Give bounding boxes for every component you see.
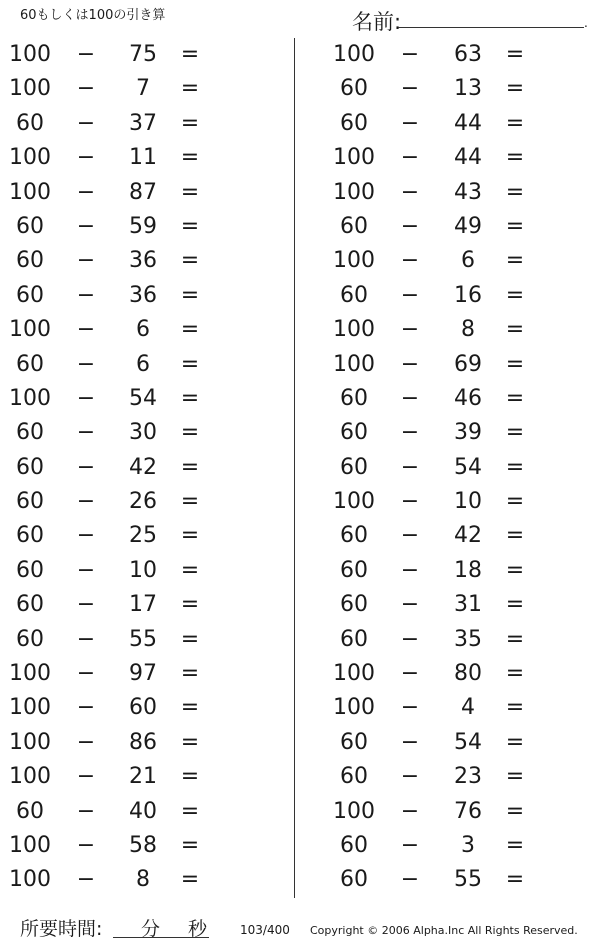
subtrahend: 23: [454, 764, 482, 790]
minuend: 100: [333, 317, 375, 343]
problem-row: [0, 381, 300, 415]
minuend: 100: [333, 351, 375, 377]
subtrahend: 7: [136, 76, 150, 102]
minuend: 100: [9, 764, 51, 790]
problem-row: [300, 587, 600, 621]
subtrahend: 75: [129, 42, 157, 67]
minuend: 60: [340, 832, 368, 858]
page-number: 103/400: [240, 923, 290, 937]
subtrahend: 13: [454, 76, 482, 102]
minus-sign: −: [76, 557, 96, 583]
problem-row: [0, 862, 300, 896]
equals-sign: =: [180, 832, 200, 858]
minuend: 60: [16, 213, 44, 239]
equals-sign: =: [180, 351, 200, 377]
minus-sign: −: [76, 695, 96, 721]
minus-sign: −: [400, 523, 420, 549]
minuend: 100: [333, 179, 375, 205]
minus-sign: −: [76, 661, 96, 687]
subtrahend: 86: [129, 729, 157, 755]
problem-row: [300, 106, 600, 140]
subtrahend: 54: [454, 729, 482, 755]
problem-row: [300, 484, 600, 518]
minuend: 100: [333, 798, 375, 824]
subtrahend: 59: [129, 213, 157, 239]
problem-row: [0, 312, 300, 346]
minuend: 60: [16, 351, 44, 377]
minus-sign: −: [400, 282, 420, 308]
problem-row: [300, 312, 600, 346]
equals-sign: =: [505, 76, 525, 102]
subtrahend: 39: [454, 420, 482, 446]
subtrahend: 25: [129, 523, 157, 549]
minuend: 60: [340, 557, 368, 583]
equals-sign: =: [180, 661, 200, 687]
equals-sign: =: [505, 248, 525, 274]
subtrahend: 21: [129, 764, 157, 790]
minus-sign: −: [76, 764, 96, 790]
equals-sign: =: [505, 764, 525, 790]
problem-row: [0, 553, 300, 587]
equals-sign: =: [180, 42, 200, 67]
problem-row: [300, 450, 600, 484]
equals-sign: =: [505, 213, 525, 239]
minus-sign: −: [76, 489, 96, 515]
minuend: 60: [340, 764, 368, 790]
minuend: 100: [9, 867, 51, 893]
minus-sign: −: [400, 798, 420, 824]
minuend: 100: [9, 76, 51, 102]
minuend: 60: [340, 420, 368, 446]
equals-sign: =: [505, 145, 525, 171]
minuend: 60: [16, 798, 44, 824]
minus-sign: −: [76, 145, 96, 171]
equals-sign: =: [505, 729, 525, 755]
problem-row: [0, 656, 300, 690]
equals-sign: =: [505, 798, 525, 824]
problem-row: [0, 518, 300, 552]
problem-row: [0, 175, 300, 209]
subtrahend: 42: [454, 523, 482, 549]
subtrahend: 4: [461, 695, 475, 721]
minuend: 100: [9, 317, 51, 343]
minus-sign: −: [76, 832, 96, 858]
minuend: 60: [16, 248, 44, 274]
problem-row: [0, 759, 300, 793]
problem-row: [0, 106, 300, 140]
minuend: 60: [16, 420, 44, 446]
minuend: 60: [340, 385, 368, 411]
equals-sign: =: [505, 832, 525, 858]
subtrahend: 97: [129, 661, 157, 687]
equals-sign: =: [505, 695, 525, 721]
subtrahend: 35: [454, 626, 482, 652]
problem-row: [0, 484, 300, 518]
equals-sign: =: [505, 385, 525, 411]
problem-row: [300, 862, 600, 896]
equals-sign: =: [505, 523, 525, 549]
subtrahend: 3: [461, 832, 475, 858]
problem-row: [0, 415, 300, 449]
equals-sign: =: [180, 282, 200, 308]
subtrahend: 76: [454, 798, 482, 824]
seconds-unit: 秒: [188, 918, 208, 940]
problem-row: [300, 622, 600, 656]
problem-row: [300, 794, 600, 828]
minuend: 60: [340, 282, 368, 308]
minus-sign: −: [400, 145, 420, 171]
problem-row: [300, 209, 600, 243]
equals-sign: =: [505, 420, 525, 446]
equals-sign: =: [180, 110, 200, 136]
minus-sign: −: [400, 42, 420, 67]
minus-sign: −: [400, 489, 420, 515]
equals-sign: =: [180, 145, 200, 171]
subtrahend: 69: [454, 351, 482, 377]
worksheet-title: 60もしくは100の引き算: [20, 8, 166, 23]
subtrahend: 44: [454, 110, 482, 136]
minuend: 100: [333, 489, 375, 515]
subtrahend: 58: [129, 832, 157, 858]
minuend: 100: [9, 695, 51, 721]
equals-sign: =: [505, 110, 525, 136]
minuend: 60: [340, 867, 368, 893]
column-divider: [294, 38, 295, 898]
minus-sign: −: [76, 867, 96, 893]
minuend: 60: [340, 110, 368, 136]
minuend: 60: [16, 557, 44, 583]
equals-sign: =: [180, 695, 200, 721]
minus-sign: −: [76, 248, 96, 274]
subtrahend: 54: [129, 385, 157, 411]
subtrahend: 49: [454, 213, 482, 239]
subtrahend: 87: [129, 179, 157, 205]
problem-row: [300, 381, 600, 415]
problem-row: [0, 278, 300, 312]
right-problem-column: [300, 37, 600, 897]
minuend: 100: [333, 695, 375, 721]
minus-sign: −: [76, 213, 96, 239]
equals-sign: =: [180, 385, 200, 411]
equals-sign: =: [505, 661, 525, 687]
equals-sign: =: [505, 489, 525, 515]
subtrahend: 8: [461, 317, 475, 343]
equals-sign: =: [180, 523, 200, 549]
problem-row: [300, 37, 600, 71]
problem-row: [300, 656, 600, 690]
minuend: 100: [333, 42, 375, 67]
minus-sign: −: [400, 695, 420, 721]
equals-sign: =: [180, 76, 200, 102]
minus-sign: −: [76, 626, 96, 652]
subtrahend: 26: [129, 489, 157, 515]
equals-sign: =: [180, 798, 200, 824]
minus-sign: −: [76, 351, 96, 377]
subtrahend: 16: [454, 282, 482, 308]
equals-sign: =: [180, 729, 200, 755]
subtrahend: 44: [454, 145, 482, 171]
problem-row: [300, 553, 600, 587]
problem-row: [300, 71, 600, 105]
minuend: 60: [16, 454, 44, 480]
minuend: 100: [9, 145, 51, 171]
minus-sign: −: [76, 179, 96, 205]
problem-row: [300, 828, 600, 862]
minus-sign: −: [76, 282, 96, 308]
equals-sign: =: [180, 557, 200, 583]
minus-sign: −: [76, 454, 96, 480]
name-end-dot: .: [584, 16, 588, 30]
minuend: 100: [9, 42, 51, 67]
minuend: 60: [340, 729, 368, 755]
problem-row: [0, 71, 300, 105]
minus-sign: −: [400, 248, 420, 274]
minus-sign: −: [76, 420, 96, 446]
minus-sign: −: [400, 729, 420, 755]
problem-row: [300, 415, 600, 449]
problem-row: [0, 209, 300, 243]
minus-sign: −: [400, 351, 420, 377]
minus-sign: −: [400, 385, 420, 411]
problem-row: [0, 140, 300, 174]
problem-row: [300, 759, 600, 793]
equals-sign: =: [180, 867, 200, 893]
minus-sign: −: [400, 454, 420, 480]
subtrahend: 31: [454, 592, 482, 618]
problem-row: [0, 622, 300, 656]
minuend: 60: [16, 110, 44, 136]
minus-sign: −: [76, 729, 96, 755]
problem-row: [300, 690, 600, 724]
subtrahend: 30: [129, 420, 157, 446]
minuend: 60: [16, 489, 44, 515]
subtrahend: 63: [454, 42, 482, 67]
equals-sign: =: [505, 626, 525, 652]
minus-sign: −: [400, 179, 420, 205]
subtrahend: 10: [454, 489, 482, 515]
minuend: 100: [9, 661, 51, 687]
equals-sign: =: [180, 592, 200, 618]
problem-row: [300, 518, 600, 552]
minus-sign: −: [76, 317, 96, 343]
equals-sign: =: [505, 351, 525, 377]
minus-sign: −: [400, 832, 420, 858]
equals-sign: =: [505, 179, 525, 205]
subtrahend: 6: [136, 351, 150, 377]
minus-sign: −: [400, 867, 420, 893]
minuend: 100: [9, 179, 51, 205]
minus-sign: −: [400, 592, 420, 618]
subtrahend: 18: [454, 557, 482, 583]
problem-row: [300, 347, 600, 381]
subtrahend: 17: [129, 592, 157, 618]
minus-sign: −: [76, 523, 96, 549]
equals-sign: =: [505, 42, 525, 67]
minus-sign: −: [400, 557, 420, 583]
subtrahend: 40: [129, 798, 157, 824]
minus-sign: −: [76, 592, 96, 618]
minuend: 60: [340, 76, 368, 102]
problem-row: [300, 140, 600, 174]
subtrahend: 11: [129, 145, 157, 171]
equals-sign: =: [180, 626, 200, 652]
subtrahend: 55: [129, 626, 157, 652]
minus-sign: −: [400, 661, 420, 687]
problem-row: [0, 725, 300, 759]
minuend: 100: [333, 248, 375, 274]
equals-sign: =: [180, 489, 200, 515]
minus-sign: −: [400, 626, 420, 652]
subtrahend: 55: [454, 867, 482, 893]
minuend: 100: [9, 832, 51, 858]
subtrahend: 42: [129, 454, 157, 480]
subtrahend: 80: [454, 661, 482, 687]
equals-sign: =: [505, 557, 525, 583]
minuend: 60: [340, 626, 368, 652]
equals-sign: =: [180, 179, 200, 205]
problem-row: [300, 725, 600, 759]
minuend: 100: [333, 145, 375, 171]
minuend: 60: [340, 213, 368, 239]
subtrahend: 8: [136, 867, 150, 893]
subtrahend: 36: [129, 248, 157, 274]
minus-sign: −: [400, 110, 420, 136]
problem-row: [0, 690, 300, 724]
equals-sign: =: [180, 764, 200, 790]
minuend: 60: [340, 454, 368, 480]
equals-sign: =: [505, 282, 525, 308]
equals-sign: =: [505, 454, 525, 480]
minus-sign: −: [400, 764, 420, 790]
minus-sign: −: [400, 213, 420, 239]
minus-sign: −: [400, 317, 420, 343]
equals-sign: =: [180, 317, 200, 343]
name-label: 名前:: [352, 10, 402, 34]
problem-row: [300, 175, 600, 209]
minus-sign: −: [76, 385, 96, 411]
minuend: 100: [333, 661, 375, 687]
equals-sign: =: [180, 454, 200, 480]
minus-sign: −: [76, 42, 96, 67]
minuend: 60: [340, 523, 368, 549]
minuend: 100: [9, 729, 51, 755]
minuend: 60: [340, 592, 368, 618]
subtrahend: 37: [129, 110, 157, 136]
minus-sign: −: [400, 420, 420, 446]
subtrahend: 60: [129, 695, 157, 721]
minuend: 60: [16, 592, 44, 618]
subtrahend: 6: [136, 317, 150, 343]
name-blank-line: [398, 27, 584, 28]
minus-sign: −: [76, 110, 96, 136]
problem-row: [0, 243, 300, 277]
equals-sign: =: [505, 592, 525, 618]
problem-row: [0, 794, 300, 828]
problem-row: [300, 243, 600, 277]
equals-sign: =: [505, 317, 525, 343]
minutes-unit: 分: [141, 918, 161, 940]
subtrahend: 6: [461, 248, 475, 274]
copyright-notice: Copyright © 2006 Alpha.Inc All Rights Reserved.: [310, 924, 578, 937]
minuend: 100: [9, 385, 51, 411]
minus-sign: −: [400, 76, 420, 102]
minuend: 60: [16, 282, 44, 308]
problem-row: [0, 450, 300, 484]
left-problem-column: [0, 37, 300, 897]
problem-row: [0, 587, 300, 621]
subtrahend: 43: [454, 179, 482, 205]
minuend: 60: [16, 626, 44, 652]
subtrahend: 54: [454, 454, 482, 480]
problem-row: [300, 278, 600, 312]
subtrahend: 36: [129, 282, 157, 308]
time-taken-label: 所要時間:: [20, 918, 103, 940]
subtrahend: 10: [129, 557, 157, 583]
problem-row: [0, 828, 300, 862]
minuend: 60: [16, 523, 44, 549]
equals-sign: =: [505, 867, 525, 893]
problem-row: [0, 347, 300, 381]
minus-sign: −: [76, 798, 96, 824]
problem-row: [0, 37, 300, 71]
subtrahend: 46: [454, 385, 482, 411]
equals-sign: =: [180, 248, 200, 274]
equals-sign: =: [180, 213, 200, 239]
minus-sign: −: [76, 76, 96, 102]
equals-sign: =: [180, 420, 200, 446]
